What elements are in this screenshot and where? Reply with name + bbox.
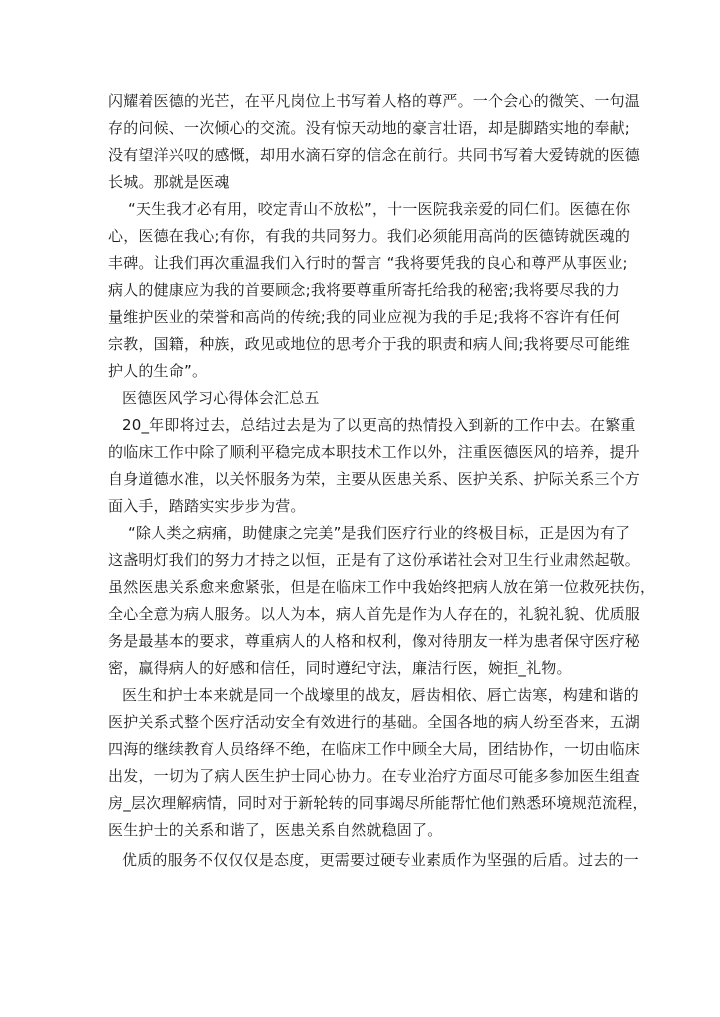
text-line: 密，赢得病人的好感和信任，同时遵纪守法，廉洁行医，婉拒_礼物。 [108,659,572,677]
text-line: 优质的服务不仅仅仅是态度，更需要过硬专业素质作为坚强的后盾。过去的一 [122,851,639,869]
text-line: 长城。那就是医魂 [108,173,230,191]
text-line: “除人类之病痛，助健康之完美”是我们医疗行业的终极目标，正是因为有了 [128,524,631,542]
text-line: 医生和护士本来就是同一个战壕里的战友，唇齿相依、唇亡齿寒，构建和谐的 [122,686,639,704]
text-line: 医护关系式整个医疗活动安全有效进行的基础。全国各地的病人纷至沓来，五湖 [108,713,641,731]
text-line: 医生护士的关系和谐了，医患关系自然就稳固了。 [108,821,443,839]
text-line: 存的问候、一次倾心的交流。没有惊天动地的豪言壮语，却是脚踏实地的奉献; [108,119,631,137]
text-line: 四海的继续教育人员络绎不绝，在临床工作中顾全大局，团结协作，一切由临床 [108,740,641,758]
text-line: 宗教，国籍，种族，政见或地位的思考介于我的职责和病人间;我将要尽可能维 [108,335,631,353]
text-line: 20_年即将过去，总结过去是为了以更高的热情投入到新的工作中去。在繁重 [122,416,636,434]
section-heading: 医德医风学习心得体会汇总五 [122,389,320,407]
text-line: 心，医德在我心;有你，有我的共同努力。我们必须能用高尚的医德铸就医魂的 [108,227,631,245]
text-line: 务是最基本的要求，尊重病人的人格和权利，像对待朋友一样为患者保守医疗秘 [108,632,641,650]
text-line: 自身道德水准，以关怀服务为荣，主要从医患关系、医护关系、护际关系三个方 [108,470,641,488]
text-line: 虽然医患关系愈来愈紧张，但是在临床工作中我始终把病人放在第一位救死扶伤， [108,578,656,596]
text-line: 房_层次理解病情，同时对于新轮转的同事竭尽所能帮忙他们熟悉环境规范流程， [108,794,648,812]
document-body [108,88,656,874]
text-line: 面入手，踏踏实实步步为营。 [108,497,306,515]
text-line: 量维护医业的荣誉和高尚的传统;我的同业应视为我的手足;我将不容许有任何 [108,308,621,326]
text-line: 的临床工作中除了顺利平稳完成本职技术工作以外，注重医德医风的培养，提升 [108,443,641,461]
text-line: 这盏明灯我们的努力才持之以恒，正是有了这份承诺社会对卫生行业肃然起敬。 [108,551,641,569]
text-line: 出发，一切为了病人医生护士同心协力。在专业治疗方面尽可能多参加医生组查 [108,767,641,785]
text-line: 闪耀着医德的光芒，在平凡岗位上书写着人格的尊严。一个会心的微笑、一句温 [108,92,641,110]
text-line: 护人的生命”。 [108,362,208,380]
text-line: 病人的健康应为我的首要顾念;我将要尊重所寄托给我的秘密;我将要尽我的力 [108,281,621,299]
text-line: 丰碑。让我们再次重温我们入行时的誓言 “我将要凭我的良心和尊严从事医业; [108,254,628,272]
text-line: 全心全意为病人服务。以人为本，病人首先是作为人存在的，礼貌礼貌、优质服 [108,605,641,623]
text-line: “天生我才必有用，咬定青山不放松”，十一医院我亲爱的同仁们。医德在你 [128,200,631,218]
text-line: 没有望洋兴叹的感慨，却用水滴石穿的信念在前行。共同书写着大爱铸就的医德 [108,146,641,164]
